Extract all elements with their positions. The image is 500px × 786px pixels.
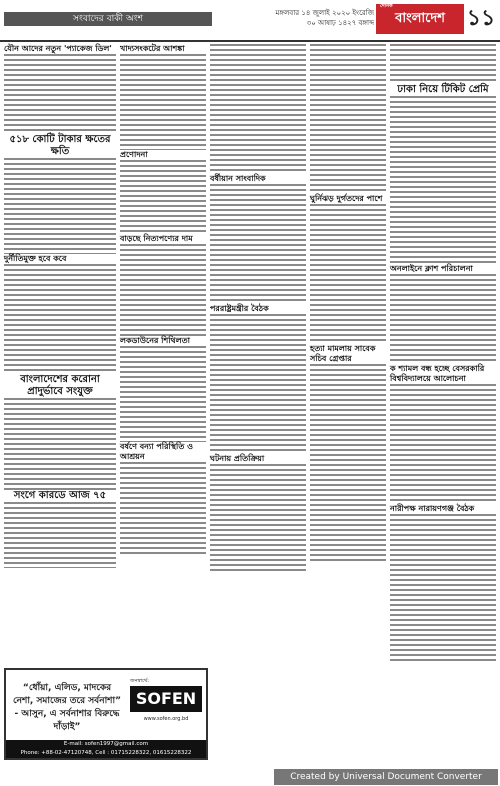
story-headline: পররাষ্ট্রমন্ত্রীর বৈঠক [210,304,306,314]
story-headline: বাংলাদেশের করোনা প্রাদুর্ভাবে সংযুক্ত [4,374,116,398]
ad-phone: Phone: +88-02-47120748, Cell : 01715228322, 01615228322 [20,750,192,756]
ad-brand-logo: SOFEN [130,686,202,712]
story-headline: লকডাউনের শিথিলতা [120,336,206,346]
logo-small-text: দৈনিক [380,3,393,9]
story-body [390,384,496,504]
story-body [310,204,386,344]
story-headline: নারীপক্ষ নারায়ণগঞ্জ বৈঠক [390,504,496,514]
story-headline: বর্ষণে বন্যা পরিস্থিতি ও আশ্রয়ন [120,442,206,462]
story-headline: ৫১৮ কোটি টাকার ক্ষতের ক্ষতি [4,134,116,158]
story-body [120,54,206,150]
story-body [4,398,116,490]
story-headline: ঢাকা নিয়ে টিকিট প্রেমি [390,84,496,96]
story-body [4,264,116,374]
advertisement [4,668,208,760]
story-body [210,44,306,174]
story-body [210,314,306,454]
story-body [390,44,496,84]
story-body [390,514,496,664]
watermark: Created by Universal Document Converter [274,769,498,785]
ad-quote: “ধোঁয়া, এলিড, মাদকের নেশা, সমাজের তরে সর্বনাশা” - আসুন, এ সর্বনাশার বিরুদ্ধে দাঁড়াই” [12,683,122,732]
story-body [4,54,116,134]
story-body [210,184,306,304]
story-body [4,502,116,568]
story-headline: সংগে কারডে আজ ৭৫ [4,490,116,502]
story-body [120,346,206,442]
ad-sponsor-label: জনস্বার্থে: [130,678,149,684]
page-number: ১১ [466,6,496,31]
newspaper-logo [376,4,464,34]
date-bangla: ৩০ আষাঢ় ১৪২৭ বঙ্গাব্দ [306,19,374,27]
ad-email: E-mail: sofen1997@gmail.com [63,741,149,747]
story-body [310,364,386,564]
story-headline: ঘুর্নিঝড় দুর্গতদের পাশে [310,194,386,204]
story-headline: হত্যা মামলায় সাবেক সচিব গ্রেপ্তার [310,344,386,364]
story-headline: যৌন আদের নতুন 'প্যাকেজ ডিল' [4,44,116,54]
section-title: সংবাদের বাকী অংশ [4,12,212,26]
story-body [4,158,116,254]
story-headline: ঘটনায় প্রতিক্রিয়া [210,454,306,464]
logo-text: বাংলাদেশ [395,11,445,26]
story-body [210,464,306,574]
date-line [214,8,374,28]
story-headline: বাড়ছে নিত্যপণ্যের দাম [120,234,206,244]
story-body [390,96,496,264]
story-body [390,274,496,364]
story-headline: খাদ্যসংকটের আশঙ্কা [120,44,206,54]
story-headline: ক শ্যামল বন্ধ হচ্ছে বেসরকারি বিশ্ববিদ্যালয়ে আলোচনা [390,364,496,384]
story-body [120,160,206,234]
ad-contact [6,740,206,758]
story-headline: অনলাইনে ক্লাশ পরিচালনা [390,264,496,274]
date-gregorian: মঙ্গলবার ১৪ জুলাই ২০২০ ইংরেজি [275,9,374,17]
ad-website: www.sofen.org.bd [143,716,189,722]
story-headline: প্রণোদনা [120,150,206,160]
story-body [120,462,206,554]
story-headline: বর্ষীয়ান সাংবাদিক [210,174,306,184]
page-header [0,0,500,42]
story-body [120,244,206,336]
story-body [310,44,386,194]
story-headline: দুর্নীতিমুক্ত হবে কবে [4,254,116,264]
